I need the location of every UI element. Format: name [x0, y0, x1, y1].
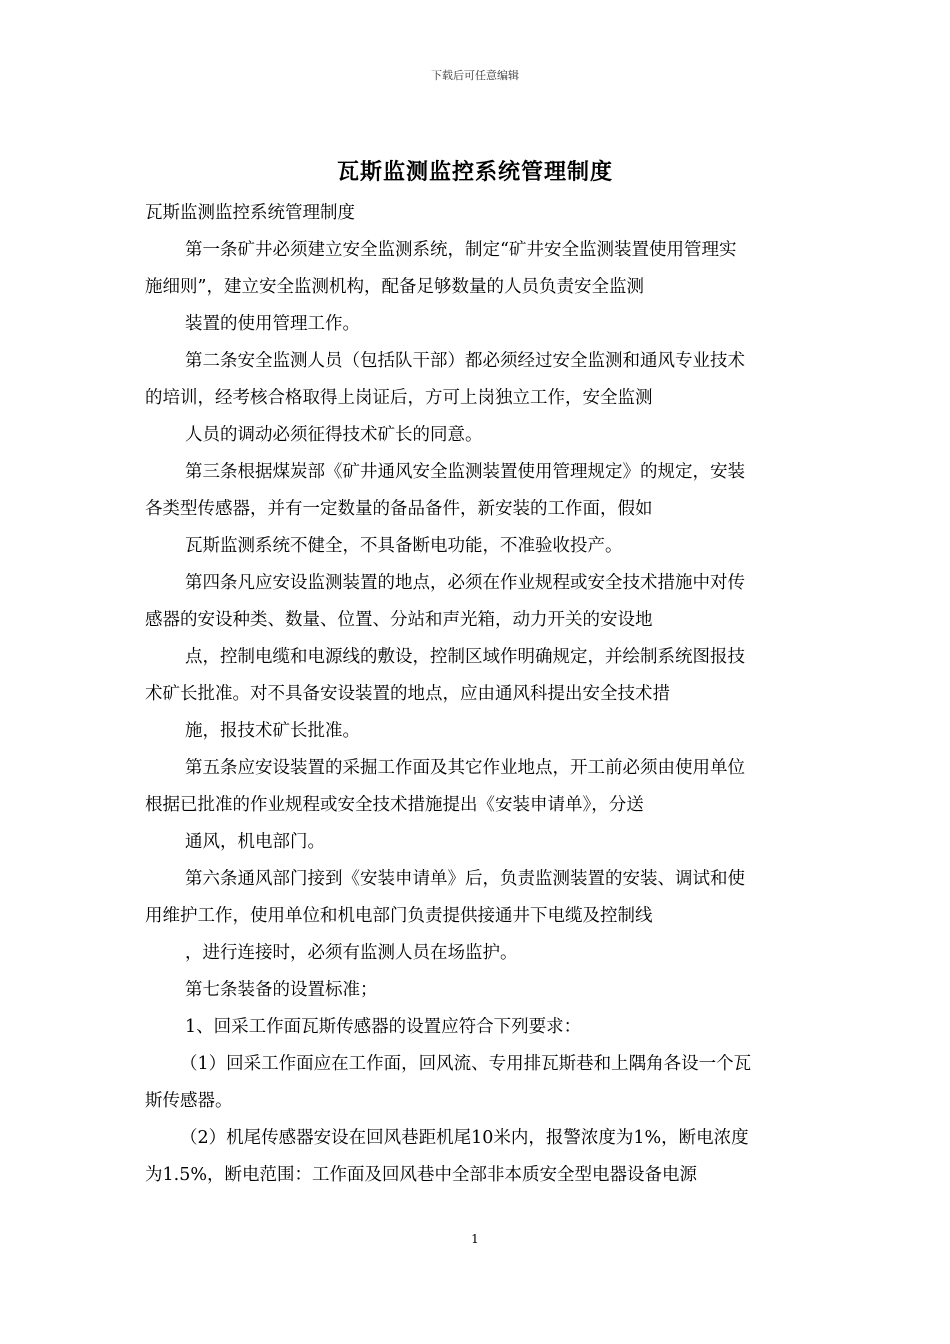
body-line: 感器的安设种类、数量、位置、分站和声光箱，动力开关的安设地	[145, 610, 653, 630]
body-line: 装置的使用管理工作。	[185, 314, 360, 334]
body-line: （1）回采工作面应在工作面，回风流、专用排瓦斯巷和上隅角各设一个瓦	[180, 1054, 752, 1074]
page-header: 下载后可任意编辑	[431, 69, 519, 82]
document-title: 瓦斯监测监控系统管理制度	[336, 159, 613, 185]
body-line: 点，控制电缆和电源线的敷设，控制区域作明确规定，并绘制系统图报技	[185, 647, 745, 667]
body-line: 瓦斯监测系统不健全，不具备断电功能，不准验收投产。	[185, 536, 623, 556]
body-line: 的培训，经考核合格取得上岗证后，方可上岗独立工作，安全监测	[145, 388, 653, 408]
body-line: 用维护工作，使用单位和机电部门负责提供接通井下电缆及控制线	[145, 906, 653, 926]
body-line: 第七条装备的设置标准；	[185, 980, 378, 1000]
body-line: 第二条安全监测人员（包括队干部）都必须经过安全监测和通风专业技术	[185, 351, 745, 371]
body-line: 1、回采工作面瓦斯传感器的设置应符合下列要求：	[185, 1017, 582, 1037]
body-line: 第三条根据煤炭部《矿井通风安全监测装置使用管理规定》的规定，安装	[185, 462, 745, 482]
body-line: 人员的调动必须征得技术矿长的同意。	[185, 425, 483, 445]
body-line: ，进行连接时，必须有监测人员在场监护。	[185, 943, 518, 963]
body-line: 瓦斯监测监控系统管理制度	[145, 203, 355, 223]
body-line: 术矿长批准。对不具备安设装置的地点，应由通风科提出安全技术措	[145, 684, 670, 704]
body-line: 施细则”，建立安全监测机构，配备足够数量的人员负责安全监测	[145, 277, 644, 297]
body-line: 为1.5%，断电范围：工作面及回风巷中全部非本质安全型电器设备电源	[145, 1165, 697, 1185]
body-line: 第五条应安设装置的采掘工作面及其它作业地点，开工前必须由使用单位	[185, 758, 745, 778]
body-line: 施，报技术矿长批准。	[185, 721, 360, 741]
body-line: 根据已批准的作业规程或安全技术措施提出《安装申请单》，分送	[145, 795, 644, 815]
body-line: （2）机尾传感器安设在回风巷距机尾10米内，报警浓度为1%，断电浓度	[180, 1128, 749, 1148]
body-line: 第六条通风部门接到《安装申请单》后，负责监测装置的安装、调试和使	[185, 869, 745, 889]
body-line: 第一条矿井必须建立安全监测系统，制定“矿井安全监测装置使用管理实	[185, 240, 737, 260]
body-line: 第四条凡应安设监测装置的地点，必须在作业规程或安全技术措施中对传	[185, 573, 745, 593]
page-number: 1	[471, 1232, 479, 1246]
body-line: 斯传感器。	[145, 1091, 233, 1111]
body-line: 通风，机电部门。	[185, 832, 325, 852]
body-line: 各类型传感器，并有一定数量的备品备件，新安装的工作面，假如	[145, 499, 653, 519]
